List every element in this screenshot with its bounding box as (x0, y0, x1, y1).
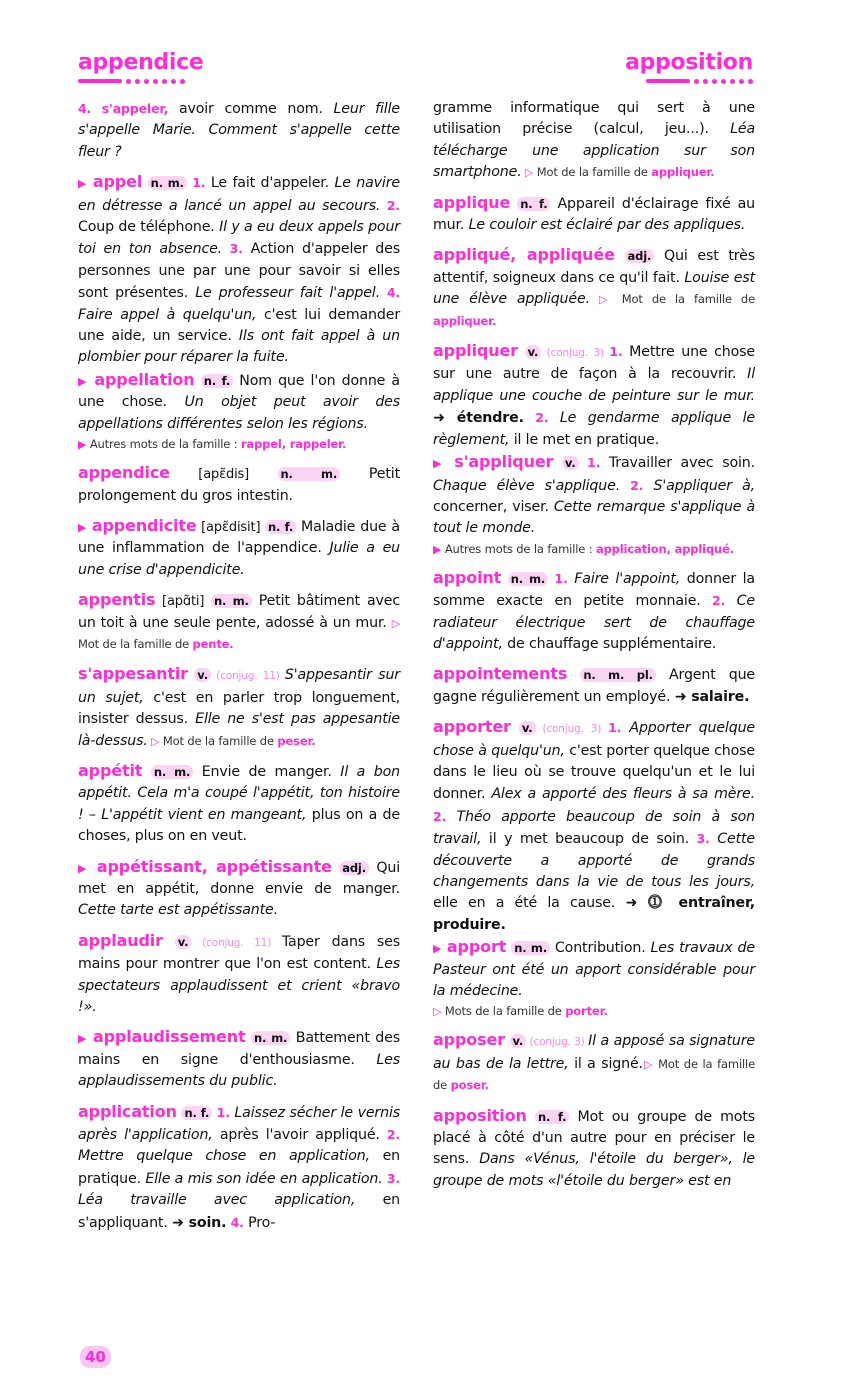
part-of-speech: n. f. (535, 1110, 569, 1124)
part-of-speech: adj. (625, 249, 655, 263)
family-label: Mot de la famille de (433, 1056, 756, 1093)
headword: appel (92, 172, 143, 192)
definition: Qui met en appétit, donne envie de manger. (78, 859, 400, 897)
subentry-arrow-icon: ▶ (78, 374, 89, 388)
entry-apposition (433, 1105, 755, 1193)
word-family-line (433, 540, 755, 559)
sense-number: 1. (608, 720, 622, 736)
sense-number: 1. (578, 455, 601, 471)
part-of-speech: v. (562, 456, 579, 470)
part-of-speech: n. m. (251, 1031, 290, 1045)
family-label: Mot de la famille de (78, 636, 193, 651)
entry-applaudir (78, 930, 400, 1019)
headword: s'appliquer (454, 452, 554, 472)
part-of-speech: n. f. (265, 520, 296, 534)
definition: Petit bâtiment avec un toit à une seule pente, adossé à un mur. (78, 593, 400, 631)
definition: de chauffage supplémentaire. (502, 635, 717, 652)
sense-number: 4. s'appeler, (78, 101, 169, 116)
definition: Action d'appeler des personnes une par une pour savoir si elles sont présentes. (78, 241, 400, 302)
part-of-speech: v. (525, 345, 542, 359)
headword: appendicite (91, 515, 197, 535)
entry-appentis (78, 589, 400, 655)
definition: Appareil d'éclairage fixé au mur. (433, 195, 755, 234)
definition: c'est lui demander une aide, un service. (78, 306, 401, 345)
headword: appliqué, appliquée (433, 245, 615, 265)
entry-sappesantir (78, 663, 400, 752)
part-of-speech: n. m. (278, 467, 341, 481)
word-family-line (433, 1002, 755, 1021)
headword: appétissant, appétissante (96, 856, 332, 876)
entry-appoint (433, 567, 755, 656)
subentry-arrow-icon: ▶ (78, 520, 87, 534)
entry-appointements (433, 663, 755, 708)
headword: application (78, 1101, 177, 1121)
example: Ils ont fait appel à un plombier pour réparer la fuite. (78, 328, 400, 366)
entry-appellation (78, 369, 400, 435)
family-label: Mot de la famille de (612, 292, 756, 307)
subentry-arrow-icon: ▶ (78, 177, 88, 191)
sense-number: 2. (380, 197, 400, 213)
subentry-arrow-icon: ▶ (78, 861, 90, 875)
definition: Maladie due à une inflammation de l'appendice. (78, 518, 400, 557)
headword: apporter (433, 717, 511, 737)
definition: Le fait d'appeler. (205, 175, 335, 192)
sense-number: 2. (433, 808, 447, 824)
conjugation-ref: (conjug. 3) (535, 723, 609, 736)
entry-appel (78, 171, 400, 369)
headword: appétit (78, 760, 143, 780)
phonetic: [apɛ̃dis] (169, 467, 278, 483)
headword: s'appesantir (78, 664, 188, 684)
example: Elle ne s'est pas appesantie là-dessus. (78, 711, 400, 749)
sense-number: 1. (548, 570, 568, 586)
definition: Petit prolongement du gros intestin. (78, 466, 400, 504)
part-of-speech: v. (175, 935, 192, 949)
phonetic: [apɑ̃ti] (155, 594, 211, 610)
definition: Nom que l'on donne à une chose. (78, 372, 400, 411)
definition: Pro- (243, 1214, 276, 1231)
part-of-speech: n. f. (517, 197, 550, 211)
example: Il a bon appétit. Cela m'a coupé l'appétit, ton histoire ! – L'appétit vient en mangeant, (78, 763, 400, 823)
part-of-speech: n. m. pl. (580, 668, 656, 682)
example: Mettre quelque chose en application, (78, 1148, 370, 1165)
sense-number: 2. (379, 1127, 400, 1143)
headword: appliquer (433, 341, 518, 361)
part-of-speech: v. (510, 1034, 527, 1048)
sense-number: 2. (523, 410, 549, 426)
example: Dans «Vénus, l'étoile du berger», le groupe de mots «l'étoile du berger» est en (433, 1151, 756, 1189)
family-arrow-icon: ▷ (642, 1057, 654, 1071)
definition: Envie de manger. (193, 763, 341, 780)
family-link[interactable]: application, appliqué. (595, 541, 734, 556)
cross-reference[interactable]: ➜ étendre. (433, 410, 524, 427)
entry-continuation (433, 98, 755, 184)
left-column (78, 98, 400, 1242)
family-arrow-icon: ▶ (78, 438, 87, 452)
example: Julie a eu une crise d'appendicite. (78, 540, 400, 578)
headword: appellation (94, 369, 195, 389)
example: S'appliquer à, (643, 477, 755, 494)
entry-apposer (433, 1029, 755, 1096)
definition: après l'avoir appliqué. (212, 1127, 380, 1144)
example: Les applaudissements du public. (78, 1051, 400, 1090)
example: Il a apposé sa signature au bas de la lettre, (433, 1033, 755, 1072)
family-arrow-icon: ▷ (147, 734, 160, 748)
headword: applaudir (78, 930, 163, 950)
headword: applaudissement (92, 1027, 246, 1047)
example: Alex a apporté des fleurs à sa mère. (491, 786, 755, 803)
sense-number: 4. (379, 285, 400, 301)
example: Faire appel à quelqu'un, (78, 306, 257, 323)
definition: elle en a été la cause. (433, 895, 626, 912)
entry-continuation (78, 98, 400, 163)
sense-number: 3. (689, 831, 710, 847)
example: Ce radiateur électrique sert de chauffage d'appoint, (433, 593, 755, 652)
entry-applique-adj (433, 244, 755, 332)
headword: appentis (78, 590, 156, 610)
definition: c'est en parler trop longuement, insister dessus. (78, 689, 400, 728)
definition: avoir comme nom. (168, 101, 334, 117)
entry-apport (433, 936, 755, 1002)
entry-application (78, 1101, 400, 1234)
headword: apposition (433, 1105, 527, 1125)
example: Cette remarque s'applique à tout le monde. (433, 498, 756, 537)
part-of-speech: n. m. (148, 176, 187, 190)
entry-sappliquer (433, 451, 755, 540)
example: Théo apporte beaucoup de soin à son travail, (433, 808, 755, 848)
definition: donner la somme exacte en petite monnaie. (433, 570, 755, 610)
subentry-arrow-icon: ▶ (433, 942, 442, 956)
headword: appointements (433, 664, 568, 684)
family-label: Mot de la famille de (533, 165, 652, 180)
definition: Mettre une chose sur une autre de façon à la recouvrir. (433, 344, 755, 383)
part-of-speech: v. (519, 721, 536, 735)
example: Léa télécharge une application sur son smartphone. (433, 121, 755, 181)
entry-appetit (78, 760, 400, 848)
part-of-speech: n. m. (151, 765, 193, 779)
family-label: Autres mots de la famille : (444, 541, 596, 556)
example: Cette tarte est appétissante. (78, 902, 278, 919)
definition: il le met en pratique. (509, 431, 660, 448)
family-link[interactable]: poser. (450, 1078, 489, 1093)
part-of-speech: v. (194, 668, 211, 682)
example: Les spectateurs applaudissent et crient «bravo !». (78, 956, 400, 1016)
family-link[interactable]: appliquer. (433, 313, 497, 328)
definition: Mot ou groupe de mots placé à côté d'un autre pour en préciser le sens. (433, 1108, 755, 1168)
cross-reference[interactable]: ➜ soin. (172, 1214, 227, 1231)
example: Le gendarme applique le règlement, (433, 410, 755, 448)
example: Il y a eu deux appels pour toi en ton absence. (78, 219, 400, 258)
family-arrow-icon: ▷ (589, 293, 613, 307)
definition: Coup de téléphone. (78, 219, 220, 236)
entry-appetissant (78, 856, 400, 922)
example: Faire l'appoint, (567, 570, 681, 587)
example: Un objet peut avoir des appellations différentes selon les régions. (78, 394, 400, 432)
example: Louise est une élève appliquée. (433, 269, 755, 308)
definition: Travailler avec soin. (600, 455, 755, 472)
definition: Taper dans ses mains pour montrer que l'on est content. (78, 933, 400, 973)
running-head-right (625, 50, 753, 84)
example: Léa travaille avec application, (78, 1192, 356, 1209)
sense-number: 1. (212, 1104, 230, 1120)
conjugation-ref: (conjug. 11) (191, 936, 282, 949)
definition: Contribution. (549, 940, 651, 957)
subentry-arrow-icon: ▶ (78, 1032, 88, 1046)
entry-appliquer (433, 340, 755, 451)
example: Elle a mis son idée en application. (145, 1170, 383, 1187)
sense-number: 2. (620, 477, 644, 493)
entry-apporter (433, 716, 755, 936)
running-head-left (78, 50, 203, 84)
definition: il a signé. (568, 1055, 643, 1072)
family-link[interactable]: porter. (565, 1004, 608, 1019)
conjugation-ref: (conjug. 3) (526, 1036, 589, 1049)
example: Laissez sécher le vernis après l'application, (78, 1104, 400, 1144)
definition: plus on a de choses, plus on en veut. (78, 806, 400, 845)
sense-number: 3. (222, 241, 243, 257)
definition: en s'appliquant. (78, 1192, 400, 1231)
family-arrow-icon: ▷ (391, 616, 400, 630)
family-link[interactable]: appliquer. (651, 165, 715, 180)
conjugation-ref: (conjug. 3) (541, 347, 610, 360)
sense-number: 1. (192, 175, 206, 191)
word-family-line (78, 435, 400, 454)
example: Les travaux de Pasteur ont été un apport considérable pour la médecine. (433, 940, 755, 1000)
phonetic: [apɛ̃disit] (196, 519, 265, 535)
conjugation-ref: (conjug. 11) (210, 670, 285, 683)
headword: appoint (433, 567, 502, 587)
part-of-speech: adj. (339, 861, 369, 875)
definition: il y met beaucoup de soin. (481, 831, 690, 848)
definition: Battement des mains en signe d'enthousiasme. (78, 1030, 400, 1068)
example: Le navire en détresse a lancé un appel au secours. (78, 175, 400, 214)
entry-appendice (78, 462, 400, 507)
family-label: Autres mots de la famille : (89, 437, 241, 452)
definition: Qui est très attentif, soigneux dans ce qu'il fait. (433, 248, 755, 286)
definition: Argent que gagne régulièrement un employé. (433, 667, 755, 705)
definition: concerner, viser. (433, 498, 554, 515)
running-head-decoration (78, 78, 203, 84)
running-head-left-word: appendice (78, 50, 204, 75)
headword: appendice (78, 463, 170, 483)
entry-applique (433, 192, 755, 237)
family-arrow-icon: ▷ (433, 1005, 442, 1019)
entry-appendicite (78, 515, 400, 581)
example: Le professeur fait l'appel. (195, 285, 380, 302)
example: Chaque élève s'applique. (433, 477, 621, 494)
family-link[interactable]: rappel, rappeler. (240, 437, 347, 452)
headword: applique (433, 192, 511, 212)
page-number: 40 (80, 1346, 111, 1368)
part-of-speech: n. f. (201, 374, 233, 388)
definition: en pratique. (78, 1148, 401, 1187)
family-link[interactable]: pente. (192, 636, 234, 651)
sense-number: 2. (700, 593, 726, 609)
example: Cette découverte a apporté de grands changements dans la vie de tous les jours, (433, 831, 755, 890)
cross-reference[interactable]: ➜ ⓵ entraîner, produire. (433, 895, 755, 933)
family-label: Mots de la famille de (444, 1004, 566, 1019)
example: S'appesantir sur un sujet, (78, 667, 400, 706)
right-column (433, 98, 755, 1200)
family-arrow-icon: ▶ (433, 542, 442, 556)
sense-number: 1. (609, 344, 623, 360)
example: Le couloir est éclairé par des appliques. (468, 217, 746, 234)
definition: c'est porter quelque chose dans le lieu où se trouve quelqu'un et le lui donner. (433, 742, 755, 803)
example: Il applique une couche de peinture sur le mur. (433, 366, 755, 404)
running-head-right-word: apposition (625, 50, 753, 75)
headword: apposer (433, 1030, 505, 1050)
entry-applaudissement (78, 1026, 400, 1092)
sense-number: 4. (226, 1214, 244, 1230)
part-of-speech: n. m. (508, 572, 548, 586)
cross-reference[interactable]: ➜ salaire. (674, 688, 750, 705)
family-arrow-icon: ▷ (521, 166, 534, 180)
subentry-arrow-icon: ▶ (433, 457, 446, 471)
headword: apport (446, 937, 507, 957)
example: Apporter quelque chose à quelqu'un, (433, 720, 755, 759)
running-head-decoration (625, 78, 753, 84)
sense-number: 3. (382, 1170, 400, 1186)
family-link[interactable]: peser. (277, 733, 316, 748)
example: Leur fille s'appelle Marie. Comment s'appelle cette fleur ? (78, 101, 400, 160)
family-label: Mot de la famille de (159, 733, 278, 748)
definition: gramme informatique qui sert à une utilisation précise (calcul, jeu...). (433, 100, 755, 138)
part-of-speech: n. m. (211, 594, 252, 608)
part-of-speech: n. m. (511, 941, 550, 955)
part-of-speech: n. f. (181, 1106, 212, 1120)
